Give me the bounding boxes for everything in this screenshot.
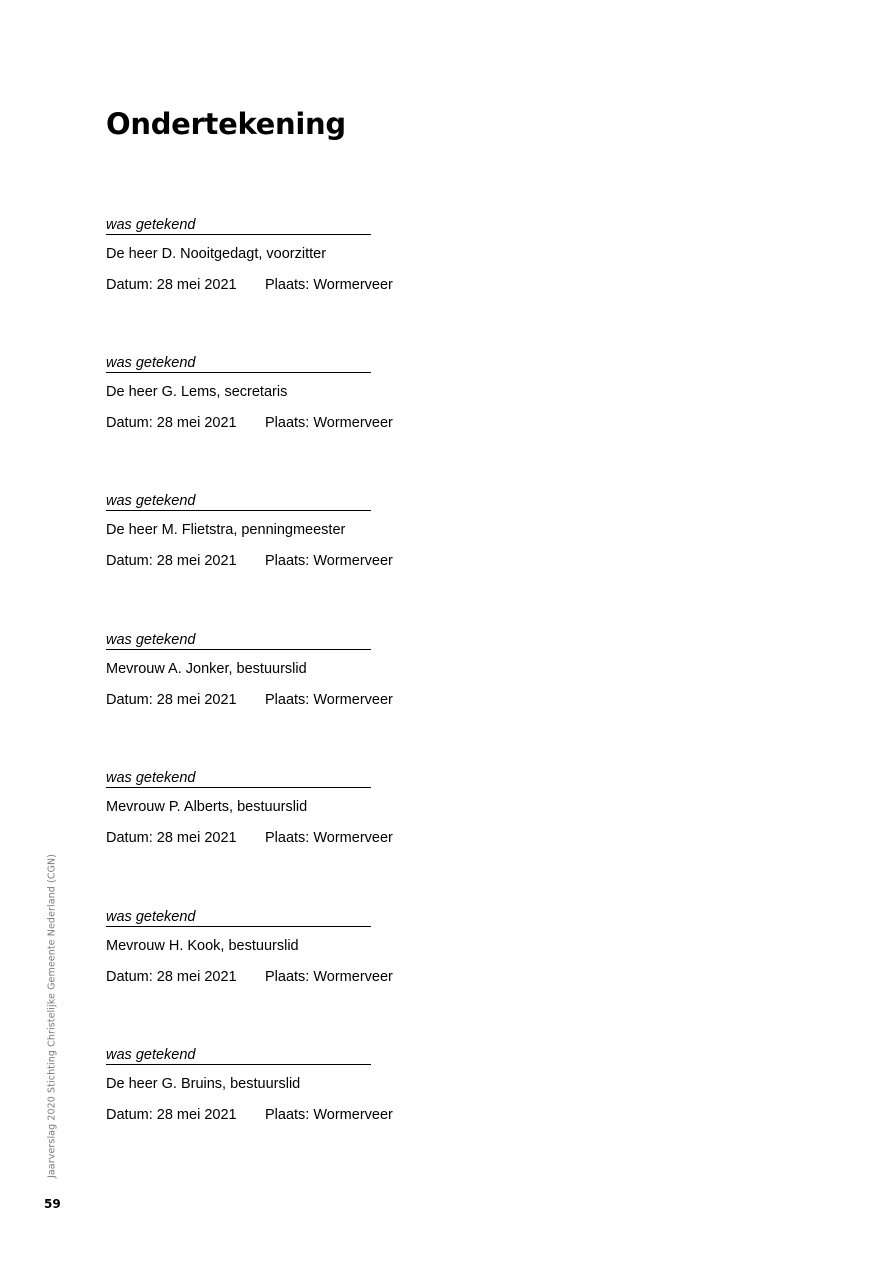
side-caption: Jaarverslag 2020 Stichting Christelijke Gemeente Nederland (CGN) xyxy=(46,853,58,1179)
signature-block xyxy=(106,492,526,592)
signature-date: Datum: 28 mei 2021 xyxy=(106,277,237,293)
signature-label: was getekend xyxy=(106,909,196,925)
signer-name: De heer G. Lems, secretaris xyxy=(106,384,288,400)
signature-place: Plaats: Wormerveer xyxy=(265,830,393,846)
signature-label: was getekend xyxy=(106,493,196,509)
signature-label: was getekend xyxy=(106,1047,196,1063)
signature-date: Datum: 28 mei 2021 xyxy=(106,969,237,985)
signer-name: Mevrouw P. Alberts, bestuurslid xyxy=(106,799,308,815)
signature-place: Plaats: Wormerveer xyxy=(265,1107,393,1123)
signature-date: Datum: 28 mei 2021 xyxy=(106,830,237,846)
page-title: Ondertekening xyxy=(106,107,346,141)
signature-block xyxy=(106,1046,526,1146)
signature-date: Datum: 28 mei 2021 xyxy=(106,1107,237,1123)
signature-date: Datum: 28 mei 2021 xyxy=(106,553,237,569)
signature-label: was getekend xyxy=(106,217,196,233)
signature-date: Datum: 28 mei 2021 xyxy=(106,692,237,708)
signer-name: De heer M. Flietstra, penningmeester xyxy=(106,522,346,538)
signature-place: Plaats: Wormerveer xyxy=(265,553,393,569)
signer-name: Mevrouw H. Kook, bestuurslid xyxy=(106,938,299,954)
signature-place: Plaats: Wormerveer xyxy=(265,415,393,431)
signature-label: was getekend xyxy=(106,632,196,648)
signature-place: Plaats: Wormerveer xyxy=(265,277,393,293)
signature-block xyxy=(106,354,526,454)
signature-label: was getekend xyxy=(106,355,196,371)
page-number: 59 xyxy=(44,1197,61,1211)
signature-block xyxy=(106,908,526,1008)
signer-name: De heer G. Bruins, bestuurslid xyxy=(106,1076,301,1092)
signature-date: Datum: 28 mei 2021 xyxy=(106,415,237,431)
signer-name: Mevrouw A. Jonker, bestuurslid xyxy=(106,661,307,677)
signature-label: was getekend xyxy=(106,770,196,786)
signature-place: Plaats: Wormerveer xyxy=(265,969,393,985)
signer-name: De heer D. Nooitgedagt, voorzitter xyxy=(106,246,327,262)
signature-place: Plaats: Wormerveer xyxy=(265,692,393,708)
signature-block xyxy=(106,631,526,731)
signature-block xyxy=(106,216,526,316)
signature-block xyxy=(106,769,526,869)
